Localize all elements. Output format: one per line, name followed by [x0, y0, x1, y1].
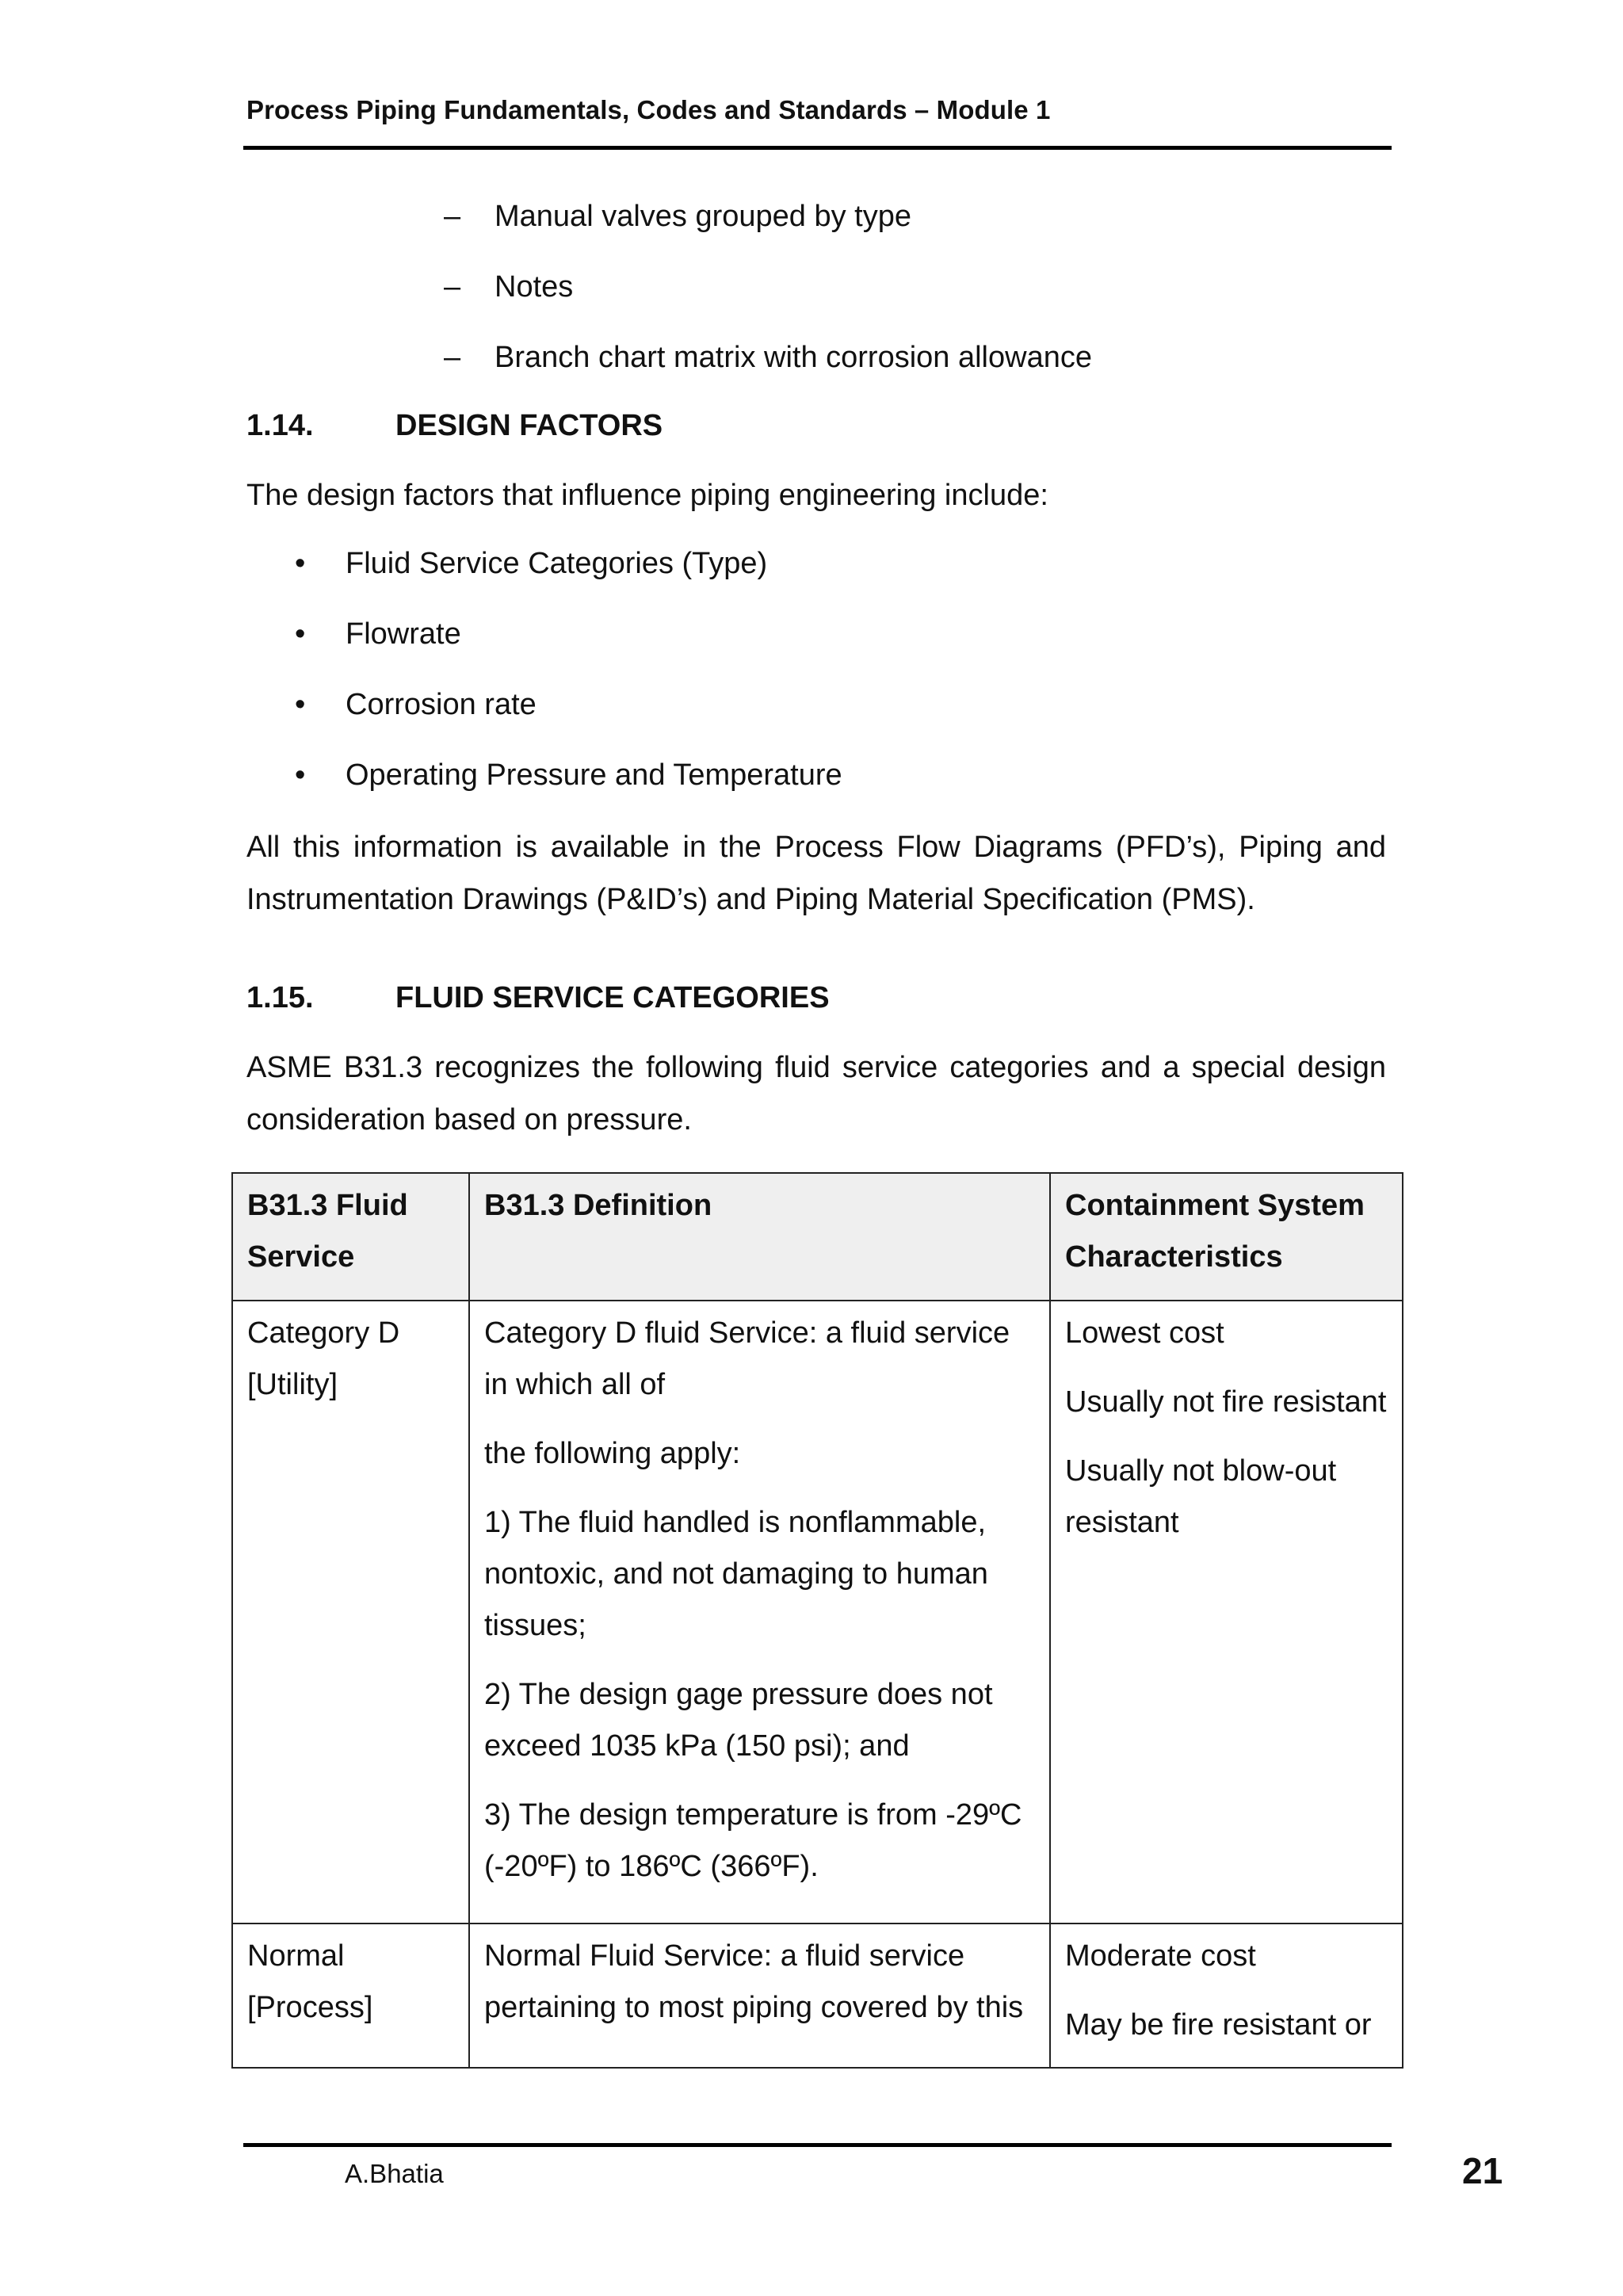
characteristic-line: Lowest cost [1065, 1316, 1224, 1350]
definition-line: 3) The design temperature is from -29ºC (-20ºF) to 186ºC (366ºF). [484, 1798, 1022, 1883]
dash-glyph: – [444, 270, 461, 304]
dash-list-text: Notes [495, 270, 574, 304]
bullet-text: Flowrate [346, 617, 461, 651]
definition-line: 1) The fluid handled is nonflammable, nontoxic, and not damaging to human tissues; [484, 1506, 988, 1642]
definition-line: 2) The design gage pressure does not exceed 1035 kPa (150 psi); and [484, 1678, 993, 1763]
service-type: [Process] [247, 1991, 373, 2024]
cell-definition [469, 1301, 1050, 1924]
header-fluid-service: B31.3 Fluid Service [232, 1173, 469, 1301]
running-header-title: Process Piping Fundamentals, Codes and Standards – Module 1 [246, 95, 1051, 124]
service-name: Category D [247, 1316, 400, 1350]
dash-glyph: – [444, 200, 461, 233]
section-number: 1.14. [246, 409, 314, 442]
service-name: Normal [247, 1939, 345, 1973]
bullet-glyph: • [295, 758, 306, 792]
dash-list-text: Branch chart matrix with corrosion allowance [495, 341, 1092, 374]
cell-characteristics [1050, 1301, 1403, 1924]
cell-definition [469, 1924, 1050, 2068]
header-characteristics: Containment System Characteristics [1050, 1173, 1403, 1301]
cell-service [232, 1924, 469, 2068]
definition-line: the following apply: [484, 1437, 741, 1470]
characteristic-line: Moderate cost [1065, 1939, 1256, 1973]
footer-rule [243, 2143, 1392, 2147]
dash-glyph: – [444, 341, 461, 374]
dash-list-text: Manual valves grouped by type [495, 200, 911, 233]
page-number: 21 [1462, 2150, 1503, 2191]
table-row [232, 1924, 1403, 2068]
cell-characteristics [1050, 1924, 1403, 2068]
bullet-glyph: • [295, 547, 306, 580]
characteristic-line: May be fire resistant or [1065, 2008, 1372, 2042]
table-header-row [232, 1173, 1403, 1301]
fluid-service-intro: ASME B31.3 recognizes the following fluid service categories and a special design consideration based on pressure. [246, 1051, 1386, 1137]
footer-author: A.Bhatia [345, 2159, 444, 2188]
bullet-text: Corrosion rate [346, 688, 537, 721]
characteristic-line: Usually not blow-out resistant [1065, 1454, 1337, 1539]
bullet-text: Fluid Service Categories (Type) [346, 547, 768, 580]
section-title: DESIGN FACTORS [395, 409, 663, 442]
header-rule [243, 146, 1392, 150]
section-number: 1.15. [246, 981, 314, 1014]
service-type: [Utility] [247, 1368, 338, 1401]
definition-line: Category D fluid Service: a fluid service in which all of [484, 1316, 1010, 1401]
bullet-text: Operating Pressure and Temperature [346, 758, 842, 792]
design-factors-intro: The design factors that influence piping engineering include: [246, 479, 1048, 512]
bullet-glyph: • [295, 688, 306, 721]
bullet-glyph: • [295, 617, 306, 651]
design-factors-closing: All this information is available in the Process Flow Diagrams (PFD’s), Piping and Instrumentation Drawings (P&ID’s) and Piping Material Specification (PMS). [246, 831, 1386, 916]
header-definition: B31.3 Definition [469, 1173, 1050, 1301]
characteristic-line: Usually not fire resistant [1065, 1385, 1387, 1419]
section-title: FLUID SERVICE CATEGORIES [395, 981, 830, 1014]
definition-line: Normal Fluid Service: a fluid service pertaining to most piping covered by this [484, 1939, 1024, 2024]
fluid-service-table [231, 1172, 1403, 2069]
table-row [232, 1301, 1403, 1924]
cell-service [232, 1301, 469, 1924]
